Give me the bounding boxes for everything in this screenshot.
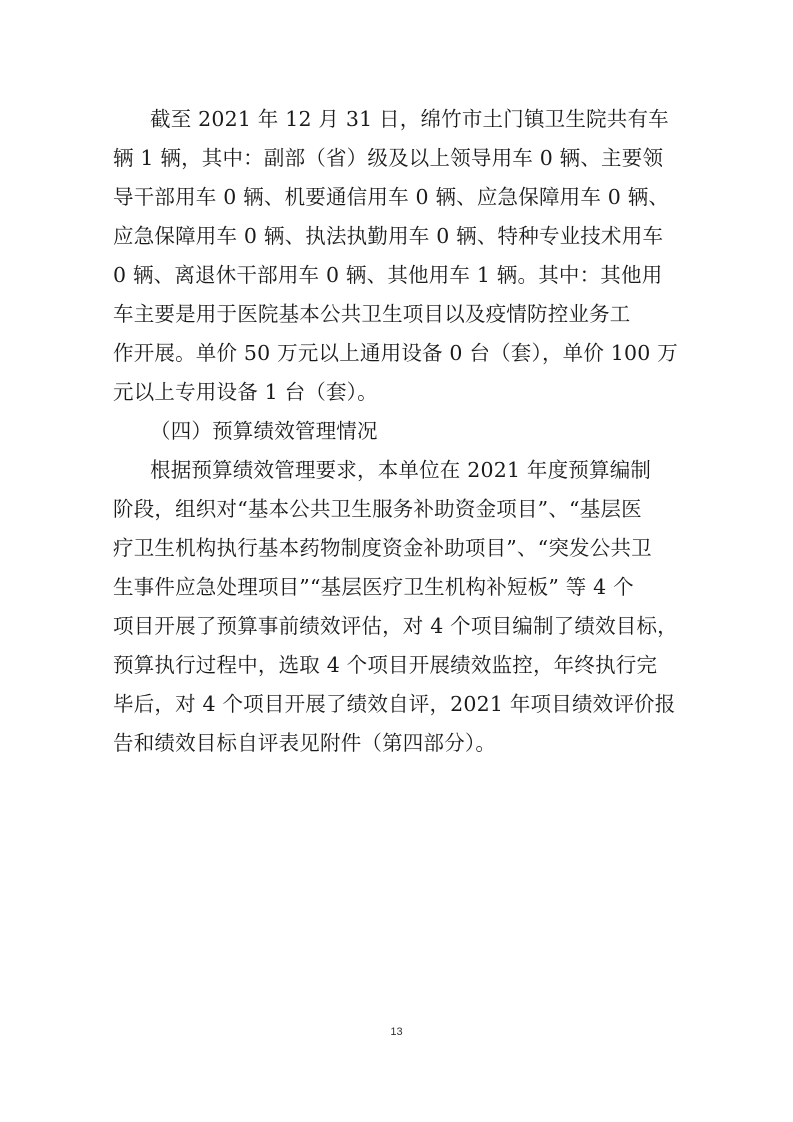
text-line: 根据预算绩效管理要求，本单位在 2021 年度预算编制 bbox=[150, 458, 652, 482]
text-line: 导干部用车 0 辆、机要通信用车 0 辆、应急保障用车 0 辆、 bbox=[113, 185, 670, 209]
text-line: 疗卫生机构执行基本药物制度资金补助项目”、“突发公共卫 bbox=[113, 536, 652, 560]
text-line: 毕后，对 4 个项目开展了绩效自评，2021 年项目绩效评价报 bbox=[113, 692, 676, 716]
text-line: 应急保障用车 0 辆、执法执勤用车 0 辆、特种专业技术用车 bbox=[113, 224, 664, 248]
text-line: 元以上专用设备 1 台（套）。 bbox=[113, 380, 378, 404]
text-line: 项目开展了预算事前绩效评估，对 4 个项目编制了绩效目标， bbox=[113, 614, 678, 638]
text-line: 车主要是用于医院基本公共卫生项目以及疫情防控业务工 bbox=[113, 302, 631, 326]
page-number: 13 bbox=[390, 1026, 403, 1038]
text-line: 生事件应急处理项目”“基层医疗卫生机构补短板” 等 4 个 bbox=[113, 575, 634, 599]
text-line: 告和绩效目标自评表见附件（第四部分）。 bbox=[113, 731, 497, 755]
text-line: 0 辆、离退休干部用车 0 辆、其他用车 1 辆。其中：其他用 bbox=[113, 263, 663, 287]
section-heading: （四）预算绩效管理情况 bbox=[150, 419, 378, 443]
text-line: 预算执行过程中，选取 4 个项目开展绩效监控，年终执行完 bbox=[113, 653, 658, 677]
text-line: 作开展。单价 50 万元以上通用设备 0 台（套），单价 100 万 bbox=[113, 341, 678, 365]
text-line: 截至 2021 年 12 月 31 日，绵竹市土门镇卫生院共有车 bbox=[150, 107, 669, 131]
text-line: 阶段，组织对“基本公共卫生服务补助资金项目”、“基层医 bbox=[113, 497, 642, 521]
text-line: 辆 1 辆，其中：副部（省）级及以上领导用车 0 辆、主要领 bbox=[113, 146, 664, 170]
